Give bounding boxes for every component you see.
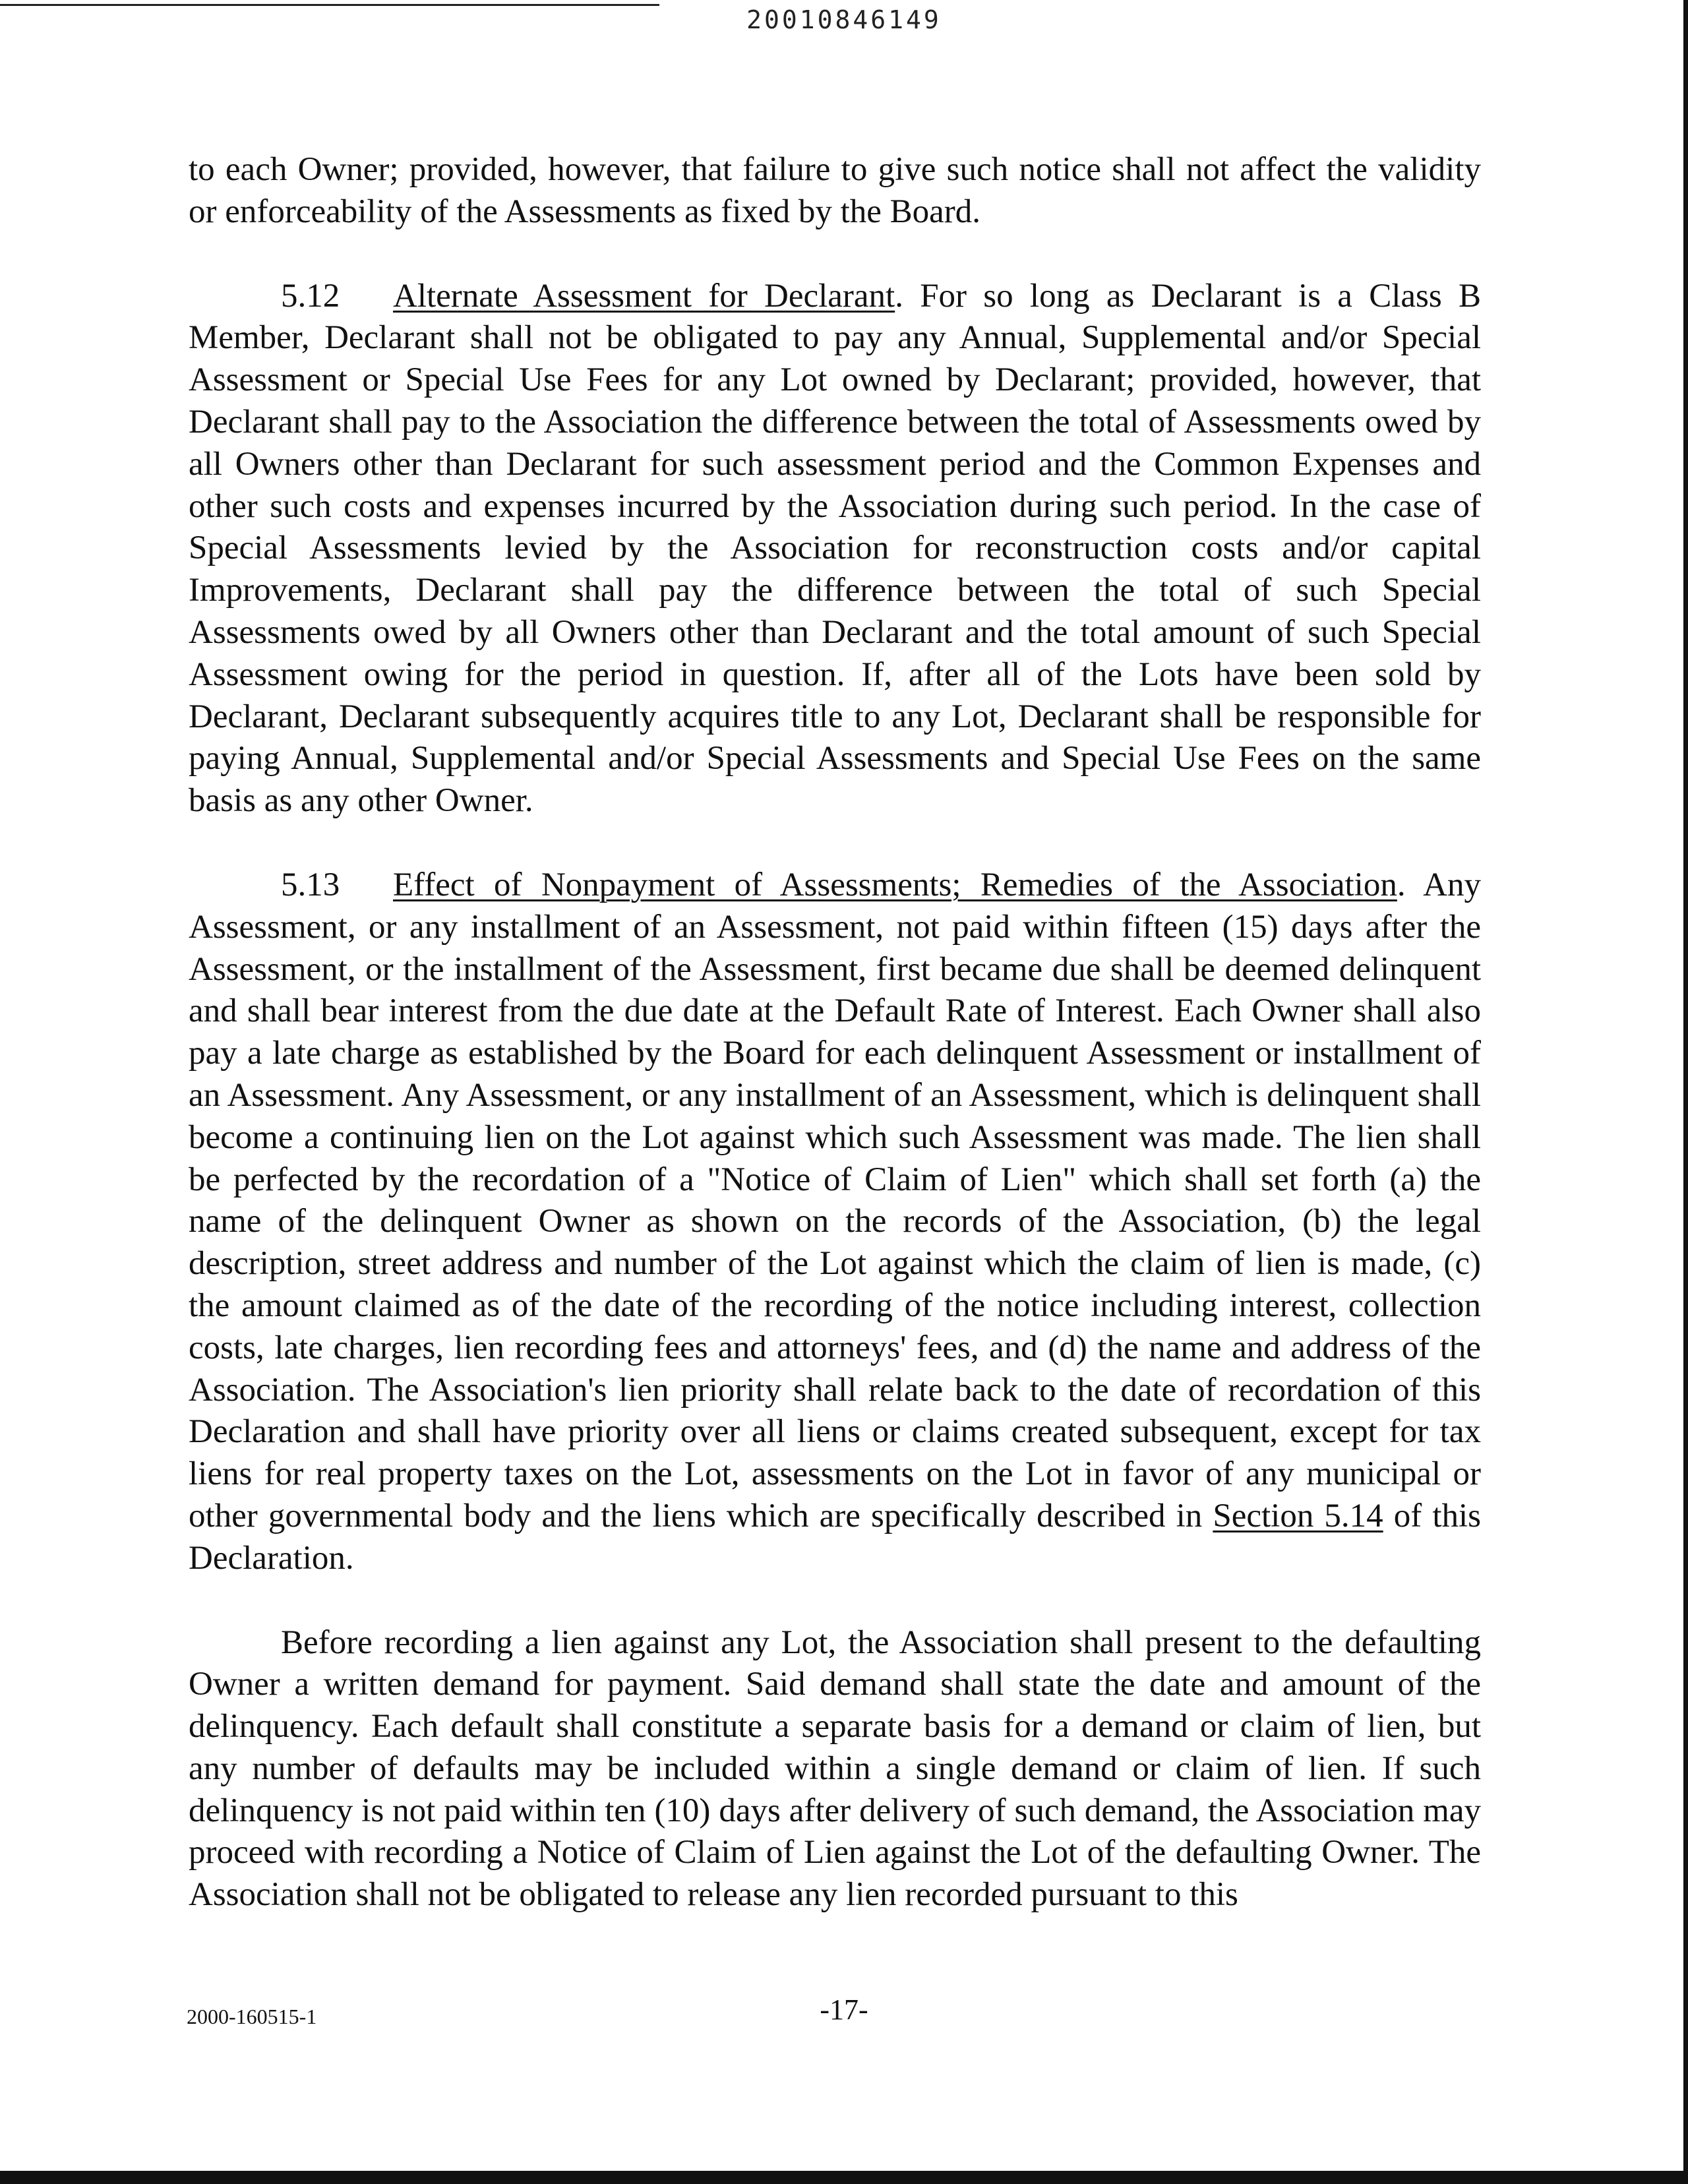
section-5-13: [189, 864, 1481, 1580]
section-number: 5.12: [281, 277, 340, 315]
document-stamp-number: 20010846149: [746, 5, 942, 34]
section-title: Alternate Assessment for Declarant: [393, 277, 895, 315]
section-title: Effect of Nonpayment of Assessments; Remedies of the Association: [393, 866, 1397, 903]
section-text: . For so long as Declarant is a Class B Member, Declarant shall not be obligated to pay any Annual, Supplemental and/or Special Assessment or Special Use Fees for any Lot owned by Declarant; provided, however, that Declarant shall pay to the Association the difference between the total of Assessments owed by all Owners other than Declarant for such assessment period and the Common Expenses and other such costs and expenses incurred by the Association during such period. In the case of Special Assessments levied by the Association for reconstruction costs and/or capital Improvements, Declarant shall pay the difference between the total of such Special Assessments owed by all Owners other than Declarant and the total amount of such Special Assessment owing for the period in question. If, after all of the Lots have been sold by Declarant, Declarant subsequently acquires title to any Lot, Declarant shall be responsible for paying Annual, Supplemental and/or Special Assessments and Special Use Fees on the same basis as any other Owner.: [189, 277, 1481, 820]
section-5-12: [189, 276, 1481, 822]
section-number: 5.13: [281, 866, 340, 903]
document-body: [189, 149, 1481, 1916]
paragraph-lien-demand: Before recording a lien against any Lot, the Association shall present to the defaulting Owner a written demand for payment. Said demand shall state the date and amount of the delinquency. Each default shall constitute a separate basis for a demand or claim of lien, but any number of defaults may be included within a single demand or claim of lien. If such delinquency is not paid within ten (10) days after delivery of such demand, the Association may proceed with recording a Notice of Claim of Lien against the Lot of the defaulting Owner. The Association shall not be obligated to release any lien recorded pursuant to this: [189, 1623, 1481, 1914]
section-text: . Any Assessment, or any installment of an Assessment, not paid within fifteen (15) days after the Assessment, or the installment of the Assessment, first became due shall be deemed delinquent and shall bear interest from the due date at the Default Rate of Interest. Each Owner shall also pay a late charge as established by the Board for each delinquent Assessment or installment of an Assessment. Any Assessment, or any installment of an Assessment, which is delinquent shall become a continuing lien on the Lot against which such Assessment was made. The lien shall be perfected by the recordation of a "Notice of Claim of Lien" which shall set forth (a) the name of the delinquent Owner as shown on the records of the Association, (b) the legal description, street address and number of the Lot against which the claim of lien is made, (c) the amount claimed as of the date of the recording of the notice including interest, collection costs, late charges, lien recording fees and attorneys' fees, and (d) the name and address of the Association. The Association's lien priority shall relate back to the date of recordation of this Declaration and shall have priority over all liens or claims created subsequent, except for tax liens for real property taxes on the Lot, assessments on the Lot in favor of any municipal or other governmental body and the liens which are specifically described in: [189, 866, 1481, 1534]
section-cross-reference: Section 5.14: [1213, 1497, 1383, 1534]
paragraph-continuation: to each Owner; provided, however, that failure to give such notice shall not affect the validity or enforceability of the Assessments as fixed by the Board.: [189, 151, 1481, 230]
scan-bottom-edge: [0, 2171, 1688, 2184]
section-text-end: of this Declaration.: [189, 1497, 1481, 1577]
footer-page-number: -17-: [820, 1993, 868, 2026]
footer-document-id: 2000-160515-1: [187, 2005, 317, 2028]
scan-right-edge: [1683, 0, 1688, 2184]
